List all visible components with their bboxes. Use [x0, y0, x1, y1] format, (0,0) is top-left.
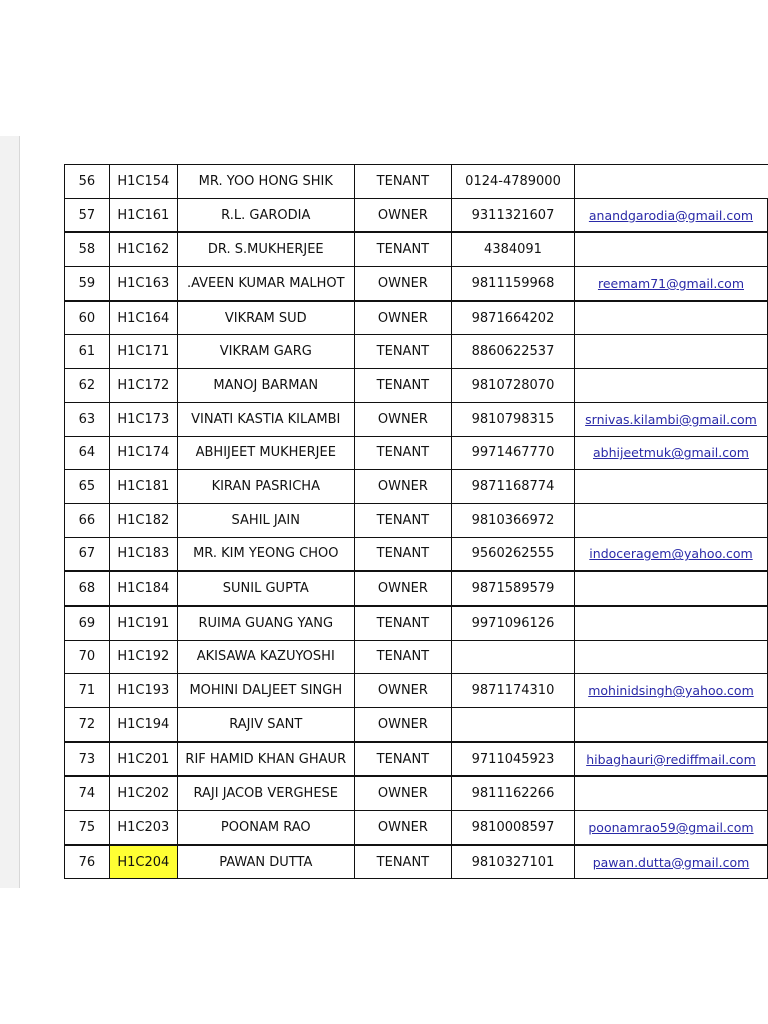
name-cell: RIF HAMID KHAN GHAUR — [177, 742, 354, 777]
row-number-cell: 62 — [65, 369, 110, 403]
type-cell: TENANT — [354, 640, 451, 674]
email-cell — [574, 606, 767, 640]
email-link[interactable]: mohinidsingh@yahoo.com — [574, 674, 767, 708]
row-number-cell: 72 — [65, 708, 110, 742]
email-link[interactable]: poonamrao59@gmail.com — [574, 811, 767, 845]
row-number-cell: 74 — [65, 776, 110, 810]
phone-cell: 9810728070 — [452, 369, 575, 403]
email-cell — [574, 708, 767, 742]
phone-cell: 9811162266 — [452, 776, 575, 810]
row-number-cell: 69 — [65, 606, 110, 640]
unit-cell: H1C192 — [109, 640, 177, 674]
row-number-cell: 59 — [65, 267, 110, 301]
email-cell — [574, 640, 767, 674]
row-number-cell: 76 — [65, 845, 110, 879]
page-margin-strip — [0, 136, 20, 888]
name-cell: ABHIJEET MUKHERJEE — [177, 436, 354, 470]
table-row — [65, 571, 768, 606]
type-cell: OWNER — [354, 811, 451, 845]
row-number-cell: 61 — [65, 335, 110, 369]
name-cell: SUNIL GUPTA — [177, 571, 354, 606]
unit-cell: H1C173 — [109, 402, 177, 436]
email-link[interactable]: hibaghauri@rediffmail.com — [574, 742, 767, 777]
phone-cell: 4384091 — [452, 232, 575, 266]
phone-cell: 9971467770 — [452, 436, 575, 470]
table-row — [65, 845, 768, 879]
phone-cell: 8860622537 — [452, 335, 575, 369]
table-row — [65, 606, 768, 640]
name-cell: POONAM RAO — [177, 811, 354, 845]
phone-cell: 9971096126 — [452, 606, 575, 640]
row-number-cell: 57 — [65, 198, 110, 232]
type-cell: OWNER — [354, 571, 451, 606]
phone-cell: 9811159968 — [452, 267, 575, 301]
table-row — [65, 165, 768, 199]
table-row — [65, 470, 768, 504]
row-number-cell: 67 — [65, 537, 110, 571]
phone-cell: 9810327101 — [452, 845, 575, 879]
name-cell: MOHINI DALJEET SINGH — [177, 674, 354, 708]
unit-cell: H1C154 — [109, 165, 177, 199]
name-cell: RUIMA GUANG YANG — [177, 606, 354, 640]
table-row — [65, 402, 768, 436]
unit-cell: H1C164 — [109, 301, 177, 335]
type-cell: TENANT — [354, 742, 451, 777]
name-cell: VINATI KASTIA KILAMBI — [177, 402, 354, 436]
name-cell: VIKRAM GARG — [177, 335, 354, 369]
phone-cell: 9810008597 — [452, 811, 575, 845]
row-number-cell: 64 — [65, 436, 110, 470]
email-link[interactable]: abhijeetmuk@gmail.com — [574, 436, 767, 470]
table-row — [65, 640, 768, 674]
name-cell: MR. KIM YEONG CHOO — [177, 537, 354, 571]
table-row — [65, 708, 768, 742]
phone-cell: 9810366972 — [452, 503, 575, 537]
type-cell: OWNER — [354, 198, 451, 232]
type-cell: TENANT — [354, 369, 451, 403]
row-number-cell: 73 — [65, 742, 110, 777]
type-cell: OWNER — [354, 674, 451, 708]
phone-cell: 9560262555 — [452, 537, 575, 571]
table-row — [65, 301, 768, 335]
unit-cell: H1C174 — [109, 436, 177, 470]
table-row — [65, 742, 768, 777]
row-number-cell: 58 — [65, 232, 110, 266]
table-row — [65, 674, 768, 708]
name-cell: VIKRAM SUD — [177, 301, 354, 335]
type-cell: OWNER — [354, 301, 451, 335]
phone-cell: 9311321607 — [452, 198, 575, 232]
row-number-cell: 65 — [65, 470, 110, 504]
row-number-cell: 60 — [65, 301, 110, 335]
unit-cell: H1C191 — [109, 606, 177, 640]
type-cell: OWNER — [354, 470, 451, 504]
type-cell: TENANT — [354, 845, 451, 879]
unit-cell: H1C184 — [109, 571, 177, 606]
unit-cell: H1C171 — [109, 335, 177, 369]
email-link[interactable]: anandgarodia@gmail.com — [574, 198, 767, 232]
email-cell — [574, 776, 767, 810]
email-cell — [574, 369, 767, 403]
phone-cell — [452, 708, 575, 742]
type-cell: TENANT — [354, 335, 451, 369]
type-cell: TENANT — [354, 436, 451, 470]
type-cell: TENANT — [354, 232, 451, 266]
unit-cell-highlighted: H1C204 — [109, 845, 177, 879]
email-link[interactable]: pawan.dutta@gmail.com — [574, 845, 767, 879]
name-cell: KIRAN PASRICHA — [177, 470, 354, 504]
residents-table — [64, 164, 768, 879]
name-cell: RAJIV SANT — [177, 708, 354, 742]
unit-cell: H1C183 — [109, 537, 177, 571]
unit-cell: H1C162 — [109, 232, 177, 266]
name-cell: R.L. GARODIA — [177, 198, 354, 232]
table-row — [65, 811, 768, 845]
phone-cell: 9871174310 — [452, 674, 575, 708]
table-row — [65, 537, 768, 571]
row-number-cell: 63 — [65, 402, 110, 436]
phone-cell: 9871589579 — [452, 571, 575, 606]
row-number-cell: 56 — [65, 165, 110, 199]
phone-cell: 9711045923 — [452, 742, 575, 777]
table-row — [65, 267, 768, 301]
email-cell — [574, 571, 767, 606]
unit-cell: H1C161 — [109, 198, 177, 232]
email-link[interactable]: srnivas.kilambi@gmail.com — [574, 402, 767, 436]
unit-cell: H1C181 — [109, 470, 177, 504]
unit-cell: H1C193 — [109, 674, 177, 708]
row-number-cell: 75 — [65, 811, 110, 845]
unit-cell: H1C202 — [109, 776, 177, 810]
row-number-cell: 68 — [65, 571, 110, 606]
name-cell: AKISAWA KAZUYOSHI — [177, 640, 354, 674]
table-row — [65, 776, 768, 810]
type-cell: TENANT — [354, 165, 451, 199]
email-cell — [574, 470, 767, 504]
email-link[interactable]: indoceragem@yahoo.com — [574, 537, 767, 571]
type-cell: OWNER — [354, 267, 451, 301]
table-row — [65, 198, 768, 232]
type-cell: OWNER — [354, 776, 451, 810]
phone-cell — [452, 640, 575, 674]
unit-cell: H1C203 — [109, 811, 177, 845]
phone-cell: 9810798315 — [452, 402, 575, 436]
type-cell: TENANT — [354, 503, 451, 537]
email-cell — [574, 232, 767, 266]
unit-cell: H1C182 — [109, 503, 177, 537]
name-cell: DR. S.MUKHERJEE — [177, 232, 354, 266]
table-row — [65, 232, 768, 266]
unit-cell: H1C201 — [109, 742, 177, 777]
email-cell — [574, 503, 767, 537]
email-cell — [574, 301, 767, 335]
row-number-cell: 66 — [65, 503, 110, 537]
name-cell: MANOJ BARMAN — [177, 369, 354, 403]
table-row — [65, 369, 768, 403]
table-row — [65, 335, 768, 369]
type-cell: TENANT — [354, 537, 451, 571]
table-row — [65, 436, 768, 470]
row-number-cell: 70 — [65, 640, 110, 674]
type-cell: OWNER — [354, 402, 451, 436]
unit-cell: H1C163 — [109, 267, 177, 301]
table-row — [65, 503, 768, 537]
phone-cell: 9871664202 — [452, 301, 575, 335]
type-cell: OWNER — [354, 708, 451, 742]
name-cell: .AVEEN KUMAR MALHOT — [177, 267, 354, 301]
phone-cell: 0124-4789000 — [452, 165, 575, 199]
email-cell — [574, 335, 767, 369]
name-cell: MR. YOO HONG SHIK — [177, 165, 354, 199]
name-cell: SAHIL JAIN — [177, 503, 354, 537]
email-cell — [574, 165, 767, 199]
type-cell: TENANT — [354, 606, 451, 640]
name-cell: RAJI JACOB VERGHESE — [177, 776, 354, 810]
name-cell: PAWAN DUTTA — [177, 845, 354, 879]
unit-cell: H1C194 — [109, 708, 177, 742]
email-link[interactable]: reemam71@gmail.com — [574, 267, 767, 301]
phone-cell: 9871168774 — [452, 470, 575, 504]
unit-cell: H1C172 — [109, 369, 177, 403]
row-number-cell: 71 — [65, 674, 110, 708]
